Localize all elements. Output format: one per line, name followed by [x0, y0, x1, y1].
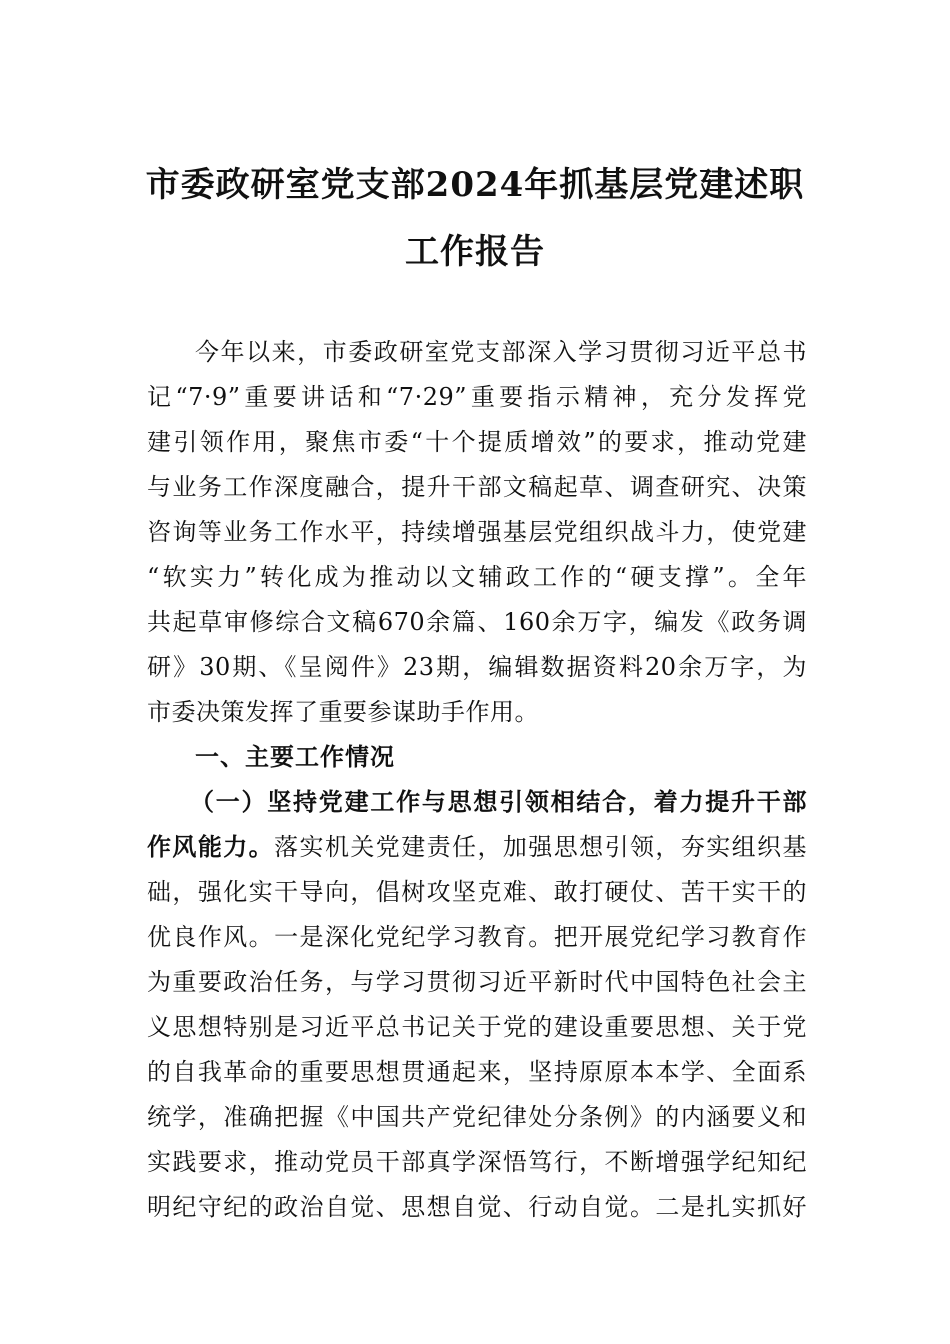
intro-line: 建引领作用，聚焦市委“十个提质增效”的要求，推动党建 [147, 428, 807, 456]
document-title-line-1: 市委政研室党支部2024年抓基层党建述职 [145, 165, 805, 205]
intro-line: “软实力”转化成为推动以文辅政工作的“硬支撑”。全年 [147, 563, 807, 591]
body-line: 优良作风。一是深化党纪学习教育。把开展党纪学习教育作 [147, 923, 807, 951]
subsection-heading-line-1: （一）坚持党建工作与思想引领相结合，着力提升干部 [190, 787, 807, 816]
intro-line: 与业务工作深度融合，提升干部文稿起草、调查研究、决策 [147, 473, 807, 501]
intro-line: 咨询等业务工作水平，持续增强基层党组织战斗力，使党建 [147, 518, 807, 546]
intro-line: 记“7·9”重要讲话和“7·29”重要指示精神，充分发挥党 [147, 383, 807, 411]
intro-line: 共起草审修综合文稿670余篇、160余万字，编发《政务调 [147, 608, 807, 636]
intro-line: 市委决策发挥了重要参谋助手作用。 [147, 698, 539, 726]
body-line: 明纪守纪的政治自觉、思想自觉、行动自觉。二是扎实抓好 [147, 1193, 807, 1221]
document-title-line-2: 工作报告 [405, 232, 545, 272]
body-line: 实践要求，推动党员干部真学深悟笃行，不断增强学纪知纪 [147, 1148, 807, 1176]
subsection-line-2 [147, 832, 807, 862]
subsection-text: 落实机关党建责任，加强思想引领，夯实组织基 [274, 833, 808, 861]
intro-line: 研》30期、《呈阅件》23期，编辑数据资料20余万字，为 [147, 653, 807, 681]
body-line: 义思想特别是习近平总书记关于党的建设重要思想、关于党 [147, 1013, 807, 1041]
subsection-heading-end: 作风能力。 [147, 832, 275, 861]
body-line: 础，强化实干导向，倡树攻坚克难、敢打硬仗、苦干实干的 [147, 878, 807, 906]
body-line: 统学，准确把握《中国共产党纪律处分条例》的内涵要义和 [147, 1103, 807, 1131]
body-line: 为重要政治任务，与学习贯彻习近平新时代中国特色社会主 [147, 968, 807, 996]
intro-line: 今年以来，市委政研室党支部深入学习贯彻习近平总书 [195, 338, 807, 366]
section-heading: 一、主要工作情况 [195, 743, 395, 771]
body-line: 的自我革命的重要思想贯通起来，坚持原原本本学、全面系 [147, 1058, 807, 1086]
